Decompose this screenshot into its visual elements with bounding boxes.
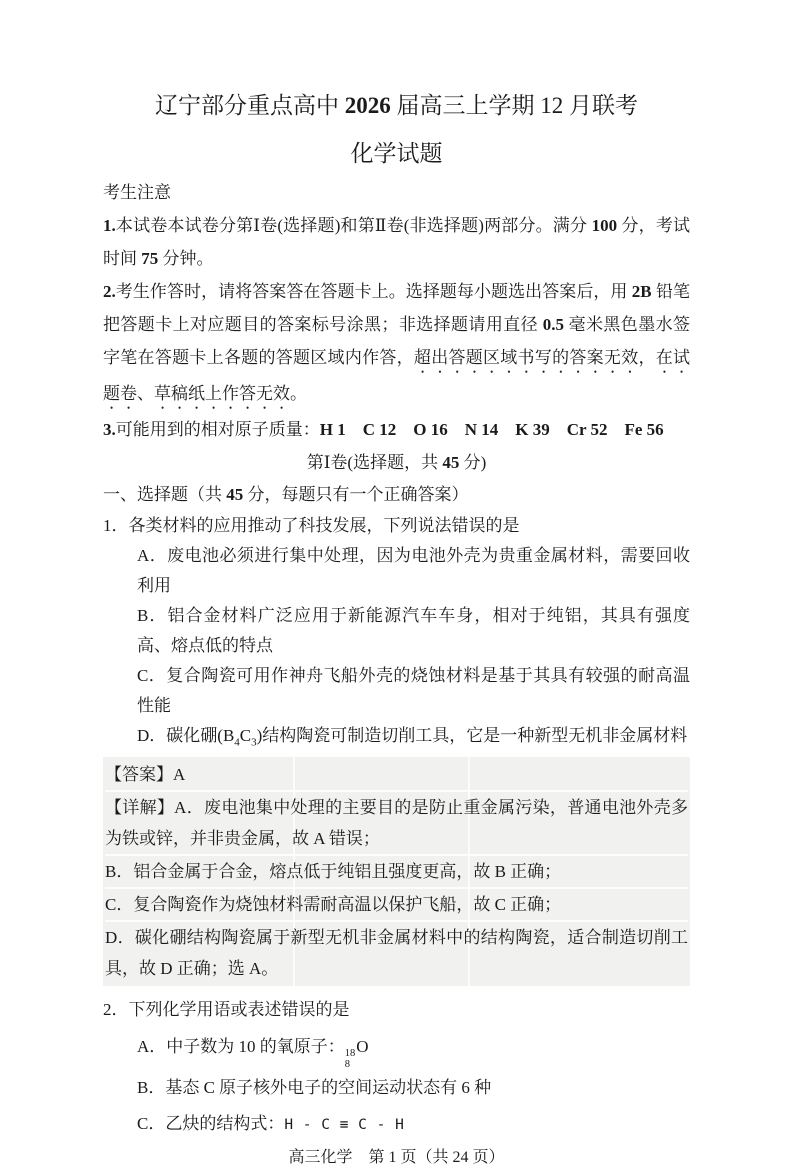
question-2-stem: 2．下列化学用语或表述错误的是 bbox=[103, 1000, 350, 1019]
question-1-option-d: D．碳化硼$(B_4C_3)$结构陶瓷可制造切削工具，它是一种新型无机非金属材料 bbox=[137, 726, 688, 749]
section1-heading: 一、选择题（共 45 分，每题只有一个正确答案） bbox=[103, 485, 469, 504]
notice-item-2: 2.考生作答时，请将答案答在答题卡上。选择题每小题选出答案后，用 2B 铅笔把答题卡上对应题目的答案标号涂黑；非选择题请用直径 0.5 毫米黑色墨水签字笔在答题卡上各题的答题区域内作答，超出答题区域书写的答案无效，在试题卷、草稿纸上作答无效。 bbox=[103, 282, 691, 403]
notice-item-3: 3.可能用到的相对原子质量：H 1 C 12 O 16 N 14 K 39 Cr 52 Fe 56 bbox=[103, 420, 664, 439]
notice-heading: 考生注意 bbox=[103, 183, 171, 202]
question-1-options bbox=[137, 541, 690, 751]
exam-subtitle: 化学试题 bbox=[350, 141, 443, 166]
question-1 bbox=[103, 510, 690, 751]
question-1-option-c: C．复合陶瓷可用作神舟飞船外壳的烧蚀材料是基于其具有较强的耐高温性能 bbox=[137, 666, 690, 715]
page-footer: 高三化学 第 1 页（共 24 页） bbox=[288, 1149, 505, 1167]
question-1-explanation-a: 【详解】A．废电池集中处理的主要目的是防止重金属污染，普通电池外壳多为铁或锌，并非贵金属，故 A 错误； bbox=[105, 790, 688, 854]
question-1-option-a: A．废电池必须进行集中处理，因为电池外壳为贵重金属材料，需要回收利用 bbox=[137, 546, 690, 595]
question-1-explanation-d: D．碳化硼结构陶瓷属于新型无机非金属材料中的结构陶瓷，适合制造切削工具，故 D 正确；选 A。 bbox=[105, 920, 688, 984]
question-1-answer: 【答案】A bbox=[105, 765, 186, 784]
question-1-stem: 1．各类材料的应用推动了科技发展，下列说法错误的是 bbox=[103, 516, 520, 535]
question-2-option-b: B．基态 C 原子核外电子的空间运动状态有 6 种 bbox=[137, 1078, 492, 1098]
question-2-option-c: C．乙炔的结构式：H - C ≡ C - H bbox=[137, 1114, 405, 1134]
notice-item-1: 1.本试卷本试卷分第Ⅰ卷(选择题)和第Ⅱ卷(非选择题)两部分。满分 100 分，考试时间 75 分钟。 bbox=[103, 216, 690, 268]
question-2 bbox=[103, 994, 690, 1143]
question-1-answer-block bbox=[103, 757, 690, 986]
question-2-option-a: A．中子数为 10 的氧原子： 18 8 O bbox=[137, 1037, 369, 1071]
part1-header: 第Ⅰ卷(选择题，共 45 分) bbox=[306, 453, 487, 472]
question-2-options bbox=[137, 1029, 690, 1143]
question-1-explanation-c: C．复合陶瓷作为烧蚀材料需耐高温以保护飞船，故 C 正确； bbox=[105, 887, 688, 920]
question-1-explanation-b: B．铝合金属于合金，熔点低于纯铝且强度更高，故 B 正确； bbox=[105, 854, 688, 887]
candidate-notice-section bbox=[103, 176, 690, 446]
question-1-option-b: B．铝合金材料广泛应用于新能源汽车车身，相对于纯铝，其具有强度高、熔点低的特点 bbox=[137, 606, 690, 655]
exam-title: 辽宁部分重点高中 2026 届高三上学期 12 月联考 bbox=[155, 93, 638, 118]
